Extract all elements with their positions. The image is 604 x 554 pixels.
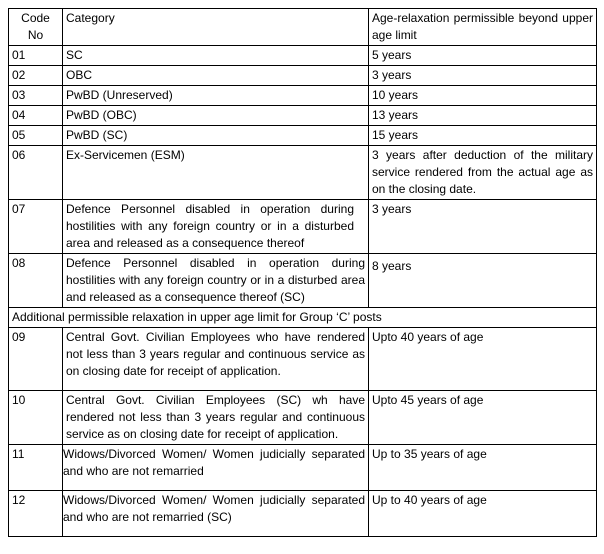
- row-relaxation: 10 years: [369, 86, 597, 106]
- section-row: [9, 308, 597, 328]
- table-row: [9, 106, 597, 126]
- row-code: 03: [9, 86, 63, 106]
- row-category: Defence Personnel disabled in operation during hostilities with any foreign country or in a disturbed area and released as a consequence thereof (SC): [63, 254, 369, 308]
- header-category: Category: [63, 9, 369, 46]
- row-relaxation: 5 years: [369, 46, 597, 66]
- row-category: PwBD (SC): [63, 126, 369, 146]
- row-category: Defence Personnel disabled in operation during hostilities with any foreign country or in a disturbed area and released as a consequence thereof: [63, 200, 369, 254]
- row-relaxation: Up to 35 years of age: [369, 445, 597, 491]
- table-row: [9, 86, 597, 106]
- row-code: 12: [9, 491, 63, 537]
- table-row: [9, 66, 597, 86]
- row-category: OBC: [63, 66, 369, 86]
- row-category: Central Govt. Civilian Employees (SC) wh have rendered not less than 3 years regular and continuous service as on closing date for receipt of application.: [63, 391, 369, 445]
- table-row: [9, 491, 597, 537]
- table-row: [9, 328, 597, 391]
- row-category: PwBD (Unreserved): [63, 86, 369, 106]
- row-relaxation: 8 years: [369, 254, 597, 308]
- row-code: 02: [9, 66, 63, 86]
- row-relaxation: Upto 40 years of age: [369, 328, 597, 391]
- row-relaxation: 3 years: [369, 200, 597, 254]
- table-row: [9, 126, 597, 146]
- age-relaxation-table: [8, 8, 597, 537]
- row-relaxation: 13 years: [369, 106, 597, 126]
- row-relaxation: 3 years: [369, 66, 597, 86]
- row-category: Widows/Divorced Women/ Women judicially separated and who are not remarried (SC): [63, 491, 369, 537]
- header-code: Code No: [9, 9, 63, 46]
- row-code: 06: [9, 146, 63, 200]
- table-row: [9, 445, 597, 491]
- row-code: 07: [9, 200, 63, 254]
- row-category: PwBD (OBC): [63, 106, 369, 126]
- row-category: Ex-Servicemen (ESM): [63, 146, 369, 200]
- row-relaxation: Upto 45 years of age: [369, 391, 597, 445]
- row-relaxation: 3 years after deduction of the military service rendered from the actual age as on the closing date.: [369, 146, 597, 200]
- row-code: 08: [9, 254, 63, 308]
- row-category: Widows/Divorced Women/ Women judicially separated and who are not remarried: [63, 445, 369, 491]
- row-category: Central Govt. Civilian Employees who have rendered not less than 3 years regular and continuous service as on closing date for receipt of application.: [63, 328, 369, 391]
- header-relaxation: Age-relaxation permissible beyond upper age limit: [369, 9, 597, 46]
- table-row: [9, 200, 597, 254]
- row-relaxation: Up to 40 years of age: [369, 491, 597, 537]
- section-title: Additional permissible relaxation in upper age limit for Group ‘C’ posts: [9, 308, 597, 328]
- row-code: 04: [9, 106, 63, 126]
- table-row: [9, 391, 597, 445]
- row-code: 01: [9, 46, 63, 66]
- row-relaxation: 15 years: [369, 126, 597, 146]
- row-code: 11: [9, 445, 63, 491]
- row-code: 10: [9, 391, 63, 445]
- row-code: 05: [9, 126, 63, 146]
- table-header-row: [9, 9, 597, 46]
- table-row: [9, 146, 597, 200]
- table-row: [9, 254, 597, 308]
- row-category: SC: [63, 46, 369, 66]
- row-code: 09: [9, 328, 63, 391]
- table-row: [9, 46, 597, 66]
